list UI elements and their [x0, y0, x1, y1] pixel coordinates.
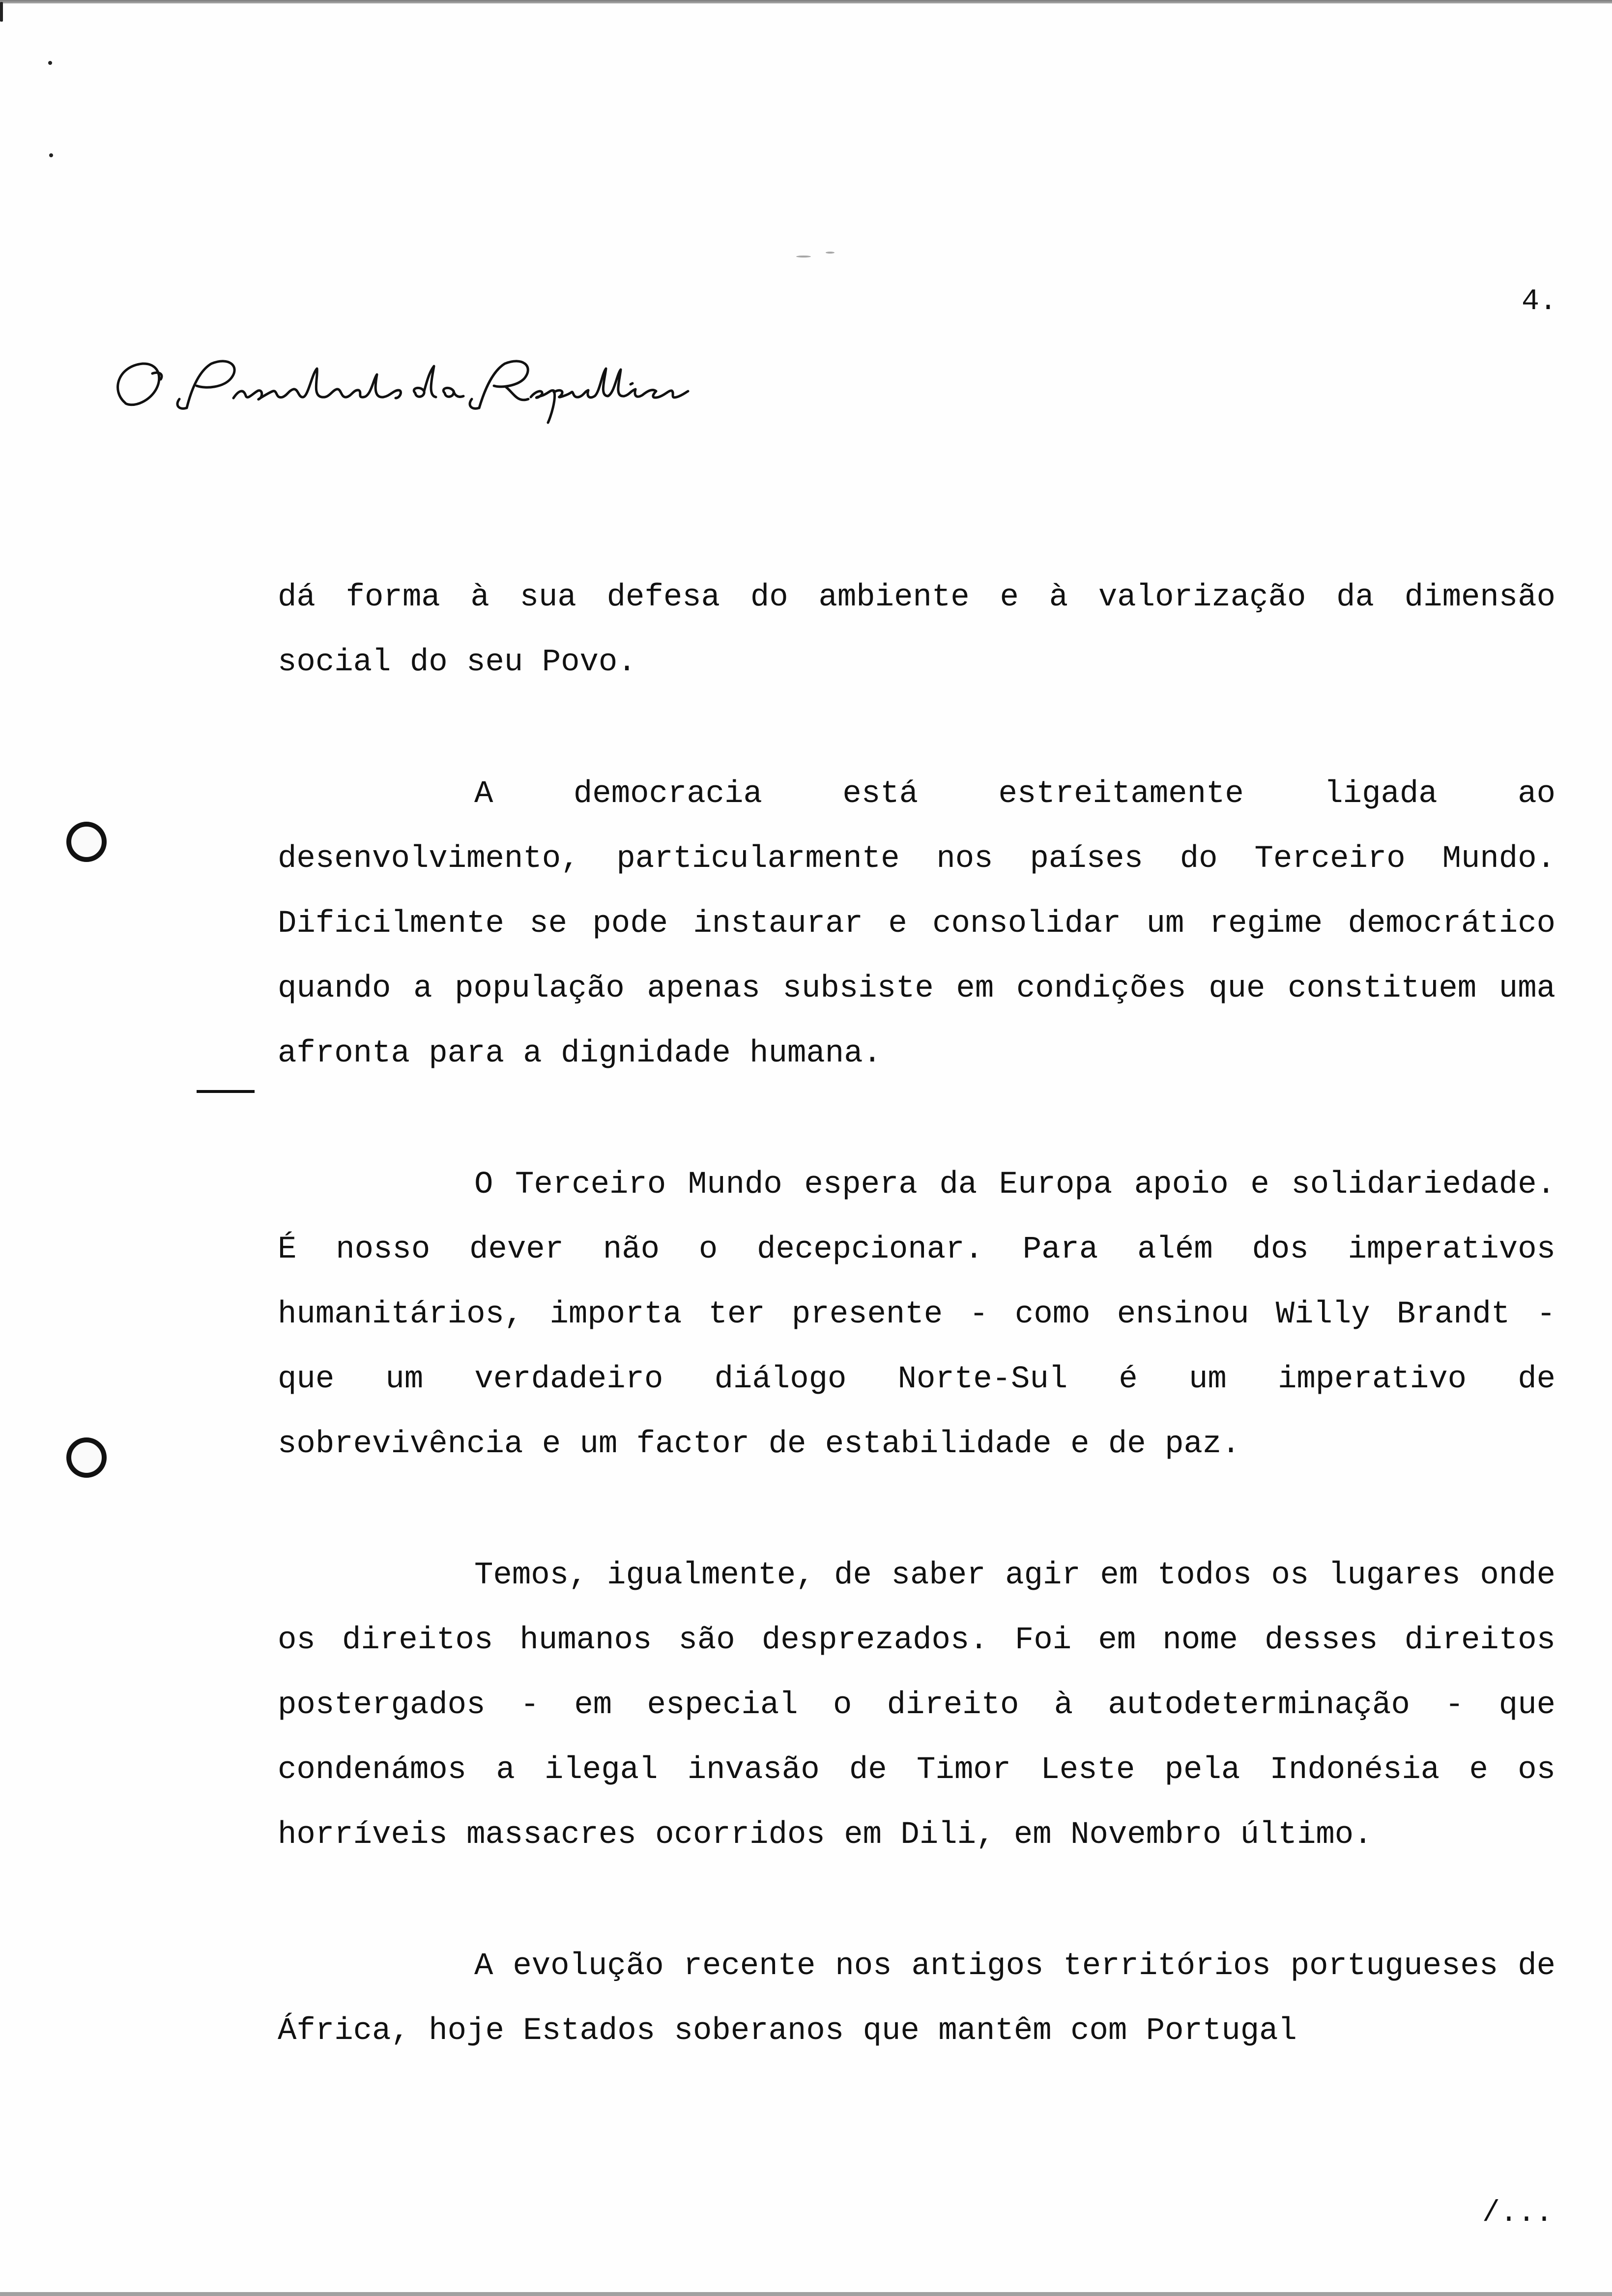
- paragraph-text: A democracia está estreitamente ligada ao desenvolvimento, particularmente nos países do Terceiro Mundo. Dificilmente se pode instaurar e consolidar um regime democrático quando a população apenas subsiste em condições que constituem uma afronta para a dignidade humana.: [278, 776, 1555, 1071]
- scan-edge-bottom: [0, 2292, 1612, 2296]
- paragraph: [278, 1152, 1555, 1477]
- paragraph: [278, 565, 1555, 695]
- scan-speck: [826, 252, 835, 254]
- punch-hole: [66, 1437, 107, 1478]
- scan-speck: [49, 153, 53, 157]
- paragraph-text: O Terceiro Mundo espera da Europa apoio e solidariedade. É nosso dever não o decepcionar. Para além dos imperativos humanitários, importa ter presente - como ensinou Willy Brandt - que um verdadeiro diálogo Norte-Sul é um imperativo de sobrevivência e um factor de estabilidade e de paz.: [278, 1167, 1555, 1462]
- paragraph-text: A evolução recente nos antigos territórios portugueses de África, hoje Estados soberanos que mantêm com Portugal: [278, 1949, 1555, 2049]
- letterhead-script-logo: [106, 344, 725, 428]
- scan-speck: [0, 2, 3, 22]
- page-number: 4.: [1521, 285, 1557, 318]
- margin-mark: [197, 1090, 255, 1093]
- scan-speck: [48, 61, 52, 65]
- punch-hole: [66, 822, 107, 862]
- scan-speck: [796, 256, 811, 258]
- continuation-mark: /...: [1482, 2197, 1553, 2230]
- paragraph: [278, 762, 1555, 1086]
- paragraph-text: Temos, igualmente, de saber agir em todos os lugares onde os direitos humanos são desprezados. Foi em nome desses direitos postergados - em especial o direito à autodeterminação - que condenámos a ilegal invasão de Timor Leste pela Indonésia e os horríveis massacres ocorridos em Dili, em Novembro último.: [278, 1558, 1555, 1853]
- scan-edge-top: [0, 0, 1612, 3]
- paragraph-text: dá forma à sua defesa do ambiente e à valorização da dimensão social do seu Povo.: [278, 580, 1555, 680]
- paragraph: [278, 1543, 1555, 1867]
- paragraph: [278, 1934, 1555, 2064]
